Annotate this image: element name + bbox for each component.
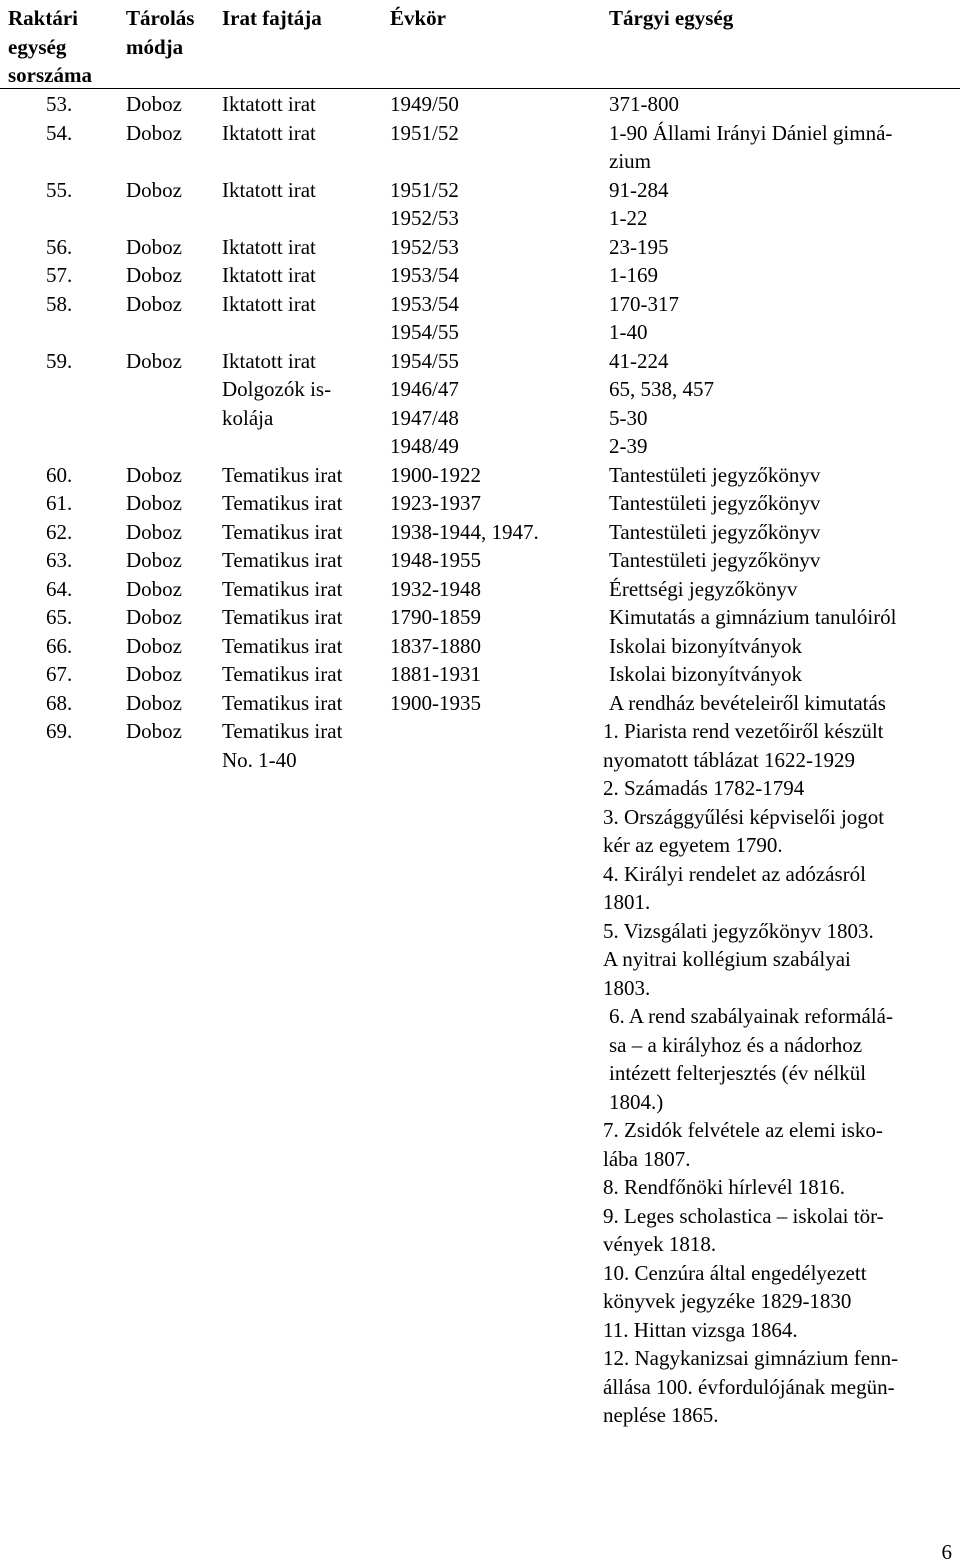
cell-years: 1900-1922 xyxy=(390,462,481,487)
cell-subject: Érettségi jegyzőkönyv xyxy=(609,576,798,601)
cell-type: Iktatott irat xyxy=(222,92,316,116)
cell-storage: Doboz xyxy=(126,548,182,572)
cell-years: 1923-1937 xyxy=(390,491,481,515)
cell-subject: Kimutatás a gimnázium tanulóiról xyxy=(609,605,897,629)
cell-storage: Doboz xyxy=(126,291,182,316)
cell-num: 56. xyxy=(46,234,73,259)
cell-years: 1953/54 xyxy=(390,291,459,316)
cell-type: Tematikus irat xyxy=(222,719,343,743)
cell-subject: intézett felterjesztés (év nélkül xyxy=(609,1061,867,1085)
cell-subject: nyomatott táblázat 1622-1929 xyxy=(603,747,855,772)
cell-type: Iktatott irat xyxy=(222,348,316,373)
cell-subject: 65, 538, 457 xyxy=(609,377,714,401)
cell-storage: Doboz xyxy=(126,120,182,145)
cell-subject: 8. Rendfőnöki hírlevél 1816. xyxy=(603,1175,846,1199)
cell-subject: könyvek jegyzéke 1829-1830 xyxy=(603,1289,852,1313)
header-raktari-line1: Raktári xyxy=(8,6,78,30)
cell-subject: 5. Vizsgálati jegyzőkönyv 1803. xyxy=(603,918,874,943)
cell-subject: 6. A rend szabályainak reformálá- xyxy=(609,1004,893,1028)
cell-num: 65. xyxy=(46,605,73,629)
cell-storage: Doboz xyxy=(126,234,182,259)
cell-years: 1947/48 xyxy=(390,405,459,430)
cell-subject: 1-169 xyxy=(609,263,658,287)
cell-years: 1900-1935 xyxy=(390,690,481,715)
cell-num: 64. xyxy=(46,576,73,601)
cell-subject: 371-800 xyxy=(609,92,679,116)
cell-subject: 91-284 xyxy=(609,177,669,202)
cell-years: 1952/53 xyxy=(390,206,459,230)
page-number: 6 xyxy=(941,1540,952,1564)
cell-subject: neplése 1865. xyxy=(603,1403,719,1427)
cell-years: 1949/50 xyxy=(390,92,459,116)
cell-subject: 1804.) xyxy=(609,1089,664,1114)
header-raktari-line3: sorszáma xyxy=(8,63,92,87)
cell-num: 60. xyxy=(46,462,73,487)
cell-type: No. 1-40 xyxy=(222,747,297,772)
cell-subject: Tantestületi jegyzőkönyv xyxy=(609,491,821,515)
header-targyi-egyseg: Tárgyi egység xyxy=(609,6,734,30)
cell-num: 55. xyxy=(46,177,73,202)
cell-subject: Tantestületi jegyzőkönyv xyxy=(609,519,821,544)
cell-years: 1946/47 xyxy=(390,377,459,401)
cell-storage: Doboz xyxy=(126,462,182,487)
cell-storage: Doboz xyxy=(126,719,182,743)
cell-type: Tematikus irat xyxy=(222,690,343,715)
cell-type: Tematikus irat xyxy=(222,605,343,629)
cell-storage: Doboz xyxy=(126,491,182,515)
cell-type: Iktatott irat xyxy=(222,291,316,316)
cell-storage: Doboz xyxy=(126,690,182,715)
cell-type: Iktatott irat xyxy=(222,177,316,202)
cell-subject: kér az egyetem 1790. xyxy=(603,833,783,857)
cell-storage: Doboz xyxy=(126,605,182,629)
cell-subject: Iskolai bizonyítványok xyxy=(609,633,803,658)
cell-storage: Doboz xyxy=(126,348,182,373)
cell-subject: 23-195 xyxy=(609,234,669,259)
cell-subject: sa – a királyhoz és a nádorhoz xyxy=(609,1032,863,1057)
cell-subject: 170-317 xyxy=(609,291,679,316)
cell-years: 1952/53 xyxy=(390,234,459,259)
cell-num: 57. xyxy=(46,263,73,287)
cell-subject: 10. Cenzúra által engedélyezett xyxy=(603,1260,867,1285)
cell-num: 63. xyxy=(46,548,73,572)
cell-num: 68. xyxy=(46,690,73,715)
cell-subject: 3. Országgyűlési képviselői jogot xyxy=(603,804,885,829)
cell-years: 1837-1880 xyxy=(390,633,481,658)
header-divider xyxy=(0,88,960,89)
cell-num: 54. xyxy=(46,120,73,145)
cell-num: 53. xyxy=(46,92,73,116)
cell-subject: A nyitrai kollégium szabályai xyxy=(603,947,851,971)
header-tarolas xyxy=(126,4,194,61)
cell-storage: Doboz xyxy=(126,662,182,686)
cell-num: 58. xyxy=(46,291,73,316)
cell-subject: lába 1807. xyxy=(603,1146,691,1171)
cell-num: 62. xyxy=(46,519,73,544)
cell-subject: 41-224 xyxy=(609,348,669,373)
header-raktari-line2: egység xyxy=(8,34,67,59)
cell-years: 1951/52 xyxy=(390,177,459,202)
cell-type: Iktatott irat xyxy=(222,234,316,259)
cell-years: 1954/55 xyxy=(390,348,459,373)
cell-type: Tematikus irat xyxy=(222,576,343,601)
cell-years: 1953/54 xyxy=(390,263,459,287)
cell-years: 1948-1955 xyxy=(390,548,481,572)
cell-subject: vények 1818. xyxy=(603,1232,717,1256)
header-tarolas-line2: módja xyxy=(126,34,184,59)
cell-type: Tematikus irat xyxy=(222,491,343,515)
cell-storage: Doboz xyxy=(126,519,182,544)
cell-storage: Doboz xyxy=(126,92,182,116)
cell-subject: 7. Zsidók felvétele az elemi isko- xyxy=(603,1118,883,1142)
cell-type: Tematikus irat xyxy=(222,548,343,572)
cell-num: 67. xyxy=(46,662,73,686)
cell-subject: 2. Számadás 1782-1794 xyxy=(603,776,805,800)
cell-subject: A rendház bevételeiről kimutatás xyxy=(609,690,886,715)
cell-subject: 1. Piarista rend vezetőiről készült xyxy=(603,719,884,743)
cell-num: 59. xyxy=(46,348,73,373)
cell-type: kolája xyxy=(222,405,274,430)
cell-subject: 4. Királyi rendelet az adózásról xyxy=(603,861,866,886)
cell-years: 1951/52 xyxy=(390,120,459,145)
cell-storage: Doboz xyxy=(126,263,182,287)
cell-storage: Doboz xyxy=(126,633,182,658)
cell-subject: 12. Nagykanizsai gimnázium fenn- xyxy=(603,1346,899,1370)
cell-subject: állása 100. évfordulójának megün- xyxy=(603,1374,895,1399)
header-evkor: Évkör xyxy=(390,6,447,30)
header-raktari xyxy=(8,4,92,90)
cell-subject: 2-39 xyxy=(609,434,648,458)
cell-years: 1954/55 xyxy=(390,320,459,344)
cell-type: Iktatott irat xyxy=(222,263,316,287)
cell-num: 69. xyxy=(46,719,73,743)
cell-subject: 9. Leges scholastica – iskolai tör- xyxy=(603,1203,884,1228)
cell-years: 1881-1931 xyxy=(390,662,481,686)
header-tarolas-line1: Tárolás xyxy=(126,6,195,30)
cell-subject: Tantestületi jegyzőkönyv xyxy=(609,462,821,487)
cell-subject: 1-40 xyxy=(609,320,648,344)
cell-storage: Doboz xyxy=(126,576,182,601)
cell-years: 1790-1859 xyxy=(390,605,481,629)
cell-type: Iktatott irat xyxy=(222,120,316,145)
cell-type: Tematikus irat xyxy=(222,462,343,487)
cell-years: 1948/49 xyxy=(390,434,459,458)
cell-subject: 1801. xyxy=(603,890,651,914)
cell-type: Tematikus irat xyxy=(222,662,343,686)
cell-subject: Iskolai bizonyítványok xyxy=(609,662,803,686)
cell-years: 1938-1944, 1947. xyxy=(390,519,539,544)
cell-storage: Doboz xyxy=(126,177,182,202)
cell-subject: 5-30 xyxy=(609,405,648,430)
cell-subject: 1-90 Állami Irányi Dániel gimná- xyxy=(609,120,893,145)
cell-type: Dolgozók is- xyxy=(222,377,332,401)
cell-num: 61. xyxy=(46,491,73,515)
cell-subject: Tantestületi jegyzőkönyv xyxy=(609,548,821,572)
cell-years: 1932-1948 xyxy=(390,576,481,601)
cell-subject: 11. Hittan vizsga 1864. xyxy=(603,1317,798,1342)
header-irat-fajtaja: Irat fajtája xyxy=(222,6,322,30)
cell-subject: 1-22 xyxy=(609,206,648,230)
cell-num: 66. xyxy=(46,633,73,658)
cell-subject: 1803. xyxy=(603,975,651,1000)
cell-subject: zium xyxy=(609,149,651,173)
cell-type: Tematikus irat xyxy=(222,519,343,544)
cell-type: Tematikus irat xyxy=(222,633,343,658)
